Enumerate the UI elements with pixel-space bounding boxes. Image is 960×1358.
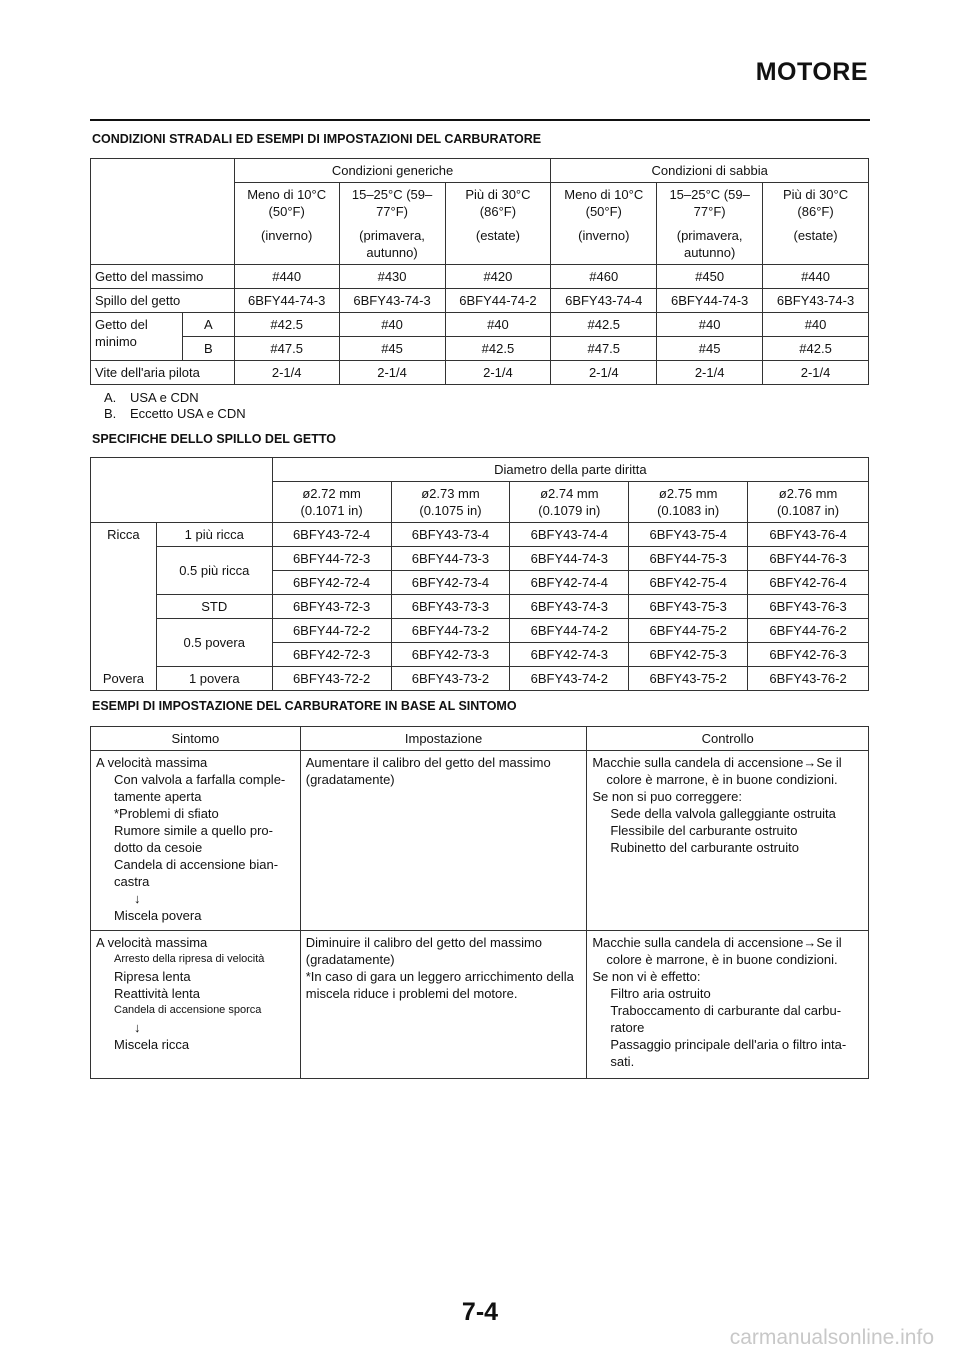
table-cell: 2-1/4 <box>339 361 445 385</box>
table-cell: 6BFY43-76-2 <box>748 667 869 691</box>
column-header: Sintomo <box>91 727 301 751</box>
section-title-symptoms: ESEMPI DI IMPOSTAZIONE DEL CARBURATORE IN BASE AL SINTOMO <box>92 699 517 713</box>
table-row <box>91 667 869 691</box>
row-label: 0.5 povera <box>156 619 272 667</box>
table-cell: #420 <box>445 265 551 289</box>
table-cell: 6BFY44-76-2 <box>748 619 869 643</box>
section-title-road-conditions: CONDIZIONI STRADALI ED ESEMPI DI IMPOSTAZIONI DEL CARBURATORE <box>92 132 542 146</box>
column-header: 15–25°C (59–77°F) (primavera, autunno) <box>339 183 445 265</box>
table-cell: 6BFY43-75-4 <box>629 523 748 547</box>
lean-label: Povera <box>102 671 145 686</box>
table-cell: 6BFY44-73-2 <box>391 619 510 643</box>
column-header: ø2.72 mm (0.1071 in) <box>272 482 391 523</box>
table-cell: 6BFY44-72-3 <box>272 547 391 571</box>
symptom-cell: A velocità massima Con valvola a farfalla comple-tamente aperta *Problemi di sfiato Rumore simile a quello pro-dotto da cesoie Candela di accensione bian-castra ↓ Miscela povera <box>91 751 301 931</box>
row-label: Vite dell'aria pilota <box>91 361 235 385</box>
table-cell: 6BFY42-74-4 <box>510 571 629 595</box>
table-cell: 6BFY44-74-3 <box>234 289 339 313</box>
table-cell: 6BFY43-73-3 <box>391 595 510 619</box>
table-cell: #47.5 <box>551 337 657 361</box>
table-cell: 6BFY43-74-4 <box>551 289 657 313</box>
row-label: 0.5 più ricca <box>156 547 272 595</box>
table-cell: 6BFY43-72-4 <box>272 523 391 547</box>
down-arrow-icon: ↓ <box>134 891 141 906</box>
table-row <box>91 931 869 1079</box>
table-cell: 6BFY42-74-3 <box>510 643 629 667</box>
table-cell: 2-1/4 <box>445 361 551 385</box>
table-cell: 6BFY43-76-4 <box>748 523 869 547</box>
table-cell: 6BFY42-76-4 <box>748 571 869 595</box>
page-header-title: MOTORE <box>755 58 868 86</box>
table-row <box>91 619 869 643</box>
header-rule <box>90 119 870 121</box>
row-label: Getto del massimo <box>91 265 235 289</box>
table-cell: #42.5 <box>445 337 551 361</box>
row-label: 1 povera <box>156 667 272 691</box>
rich-lean-axis <box>91 523 157 691</box>
table-cell: 6BFY42-76-3 <box>748 643 869 667</box>
group-generic-header: Condizioni generiche <box>234 159 551 183</box>
table-cell: 6BFY43-74-3 <box>763 289 869 313</box>
table-cell: 6BFY43-75-2 <box>629 667 748 691</box>
table-row <box>91 547 869 571</box>
symptom-table <box>90 726 869 1079</box>
column-header: Meno di 10°C (50°F) (inverno) <box>234 183 339 265</box>
table-row <box>91 458 869 482</box>
table-cell: #42.5 <box>234 313 339 337</box>
symptom-cell: A velocità massima Arresto della ripresa di velocità Ripresa lenta Reattività lenta Candela di accensione sporca ↓ Miscela ricca <box>91 931 301 1079</box>
down-arrow-icon: ↓ <box>134 1020 141 1035</box>
table-cell: 6BFY43-72-3 <box>272 595 391 619</box>
row-label: Getto del minimo <box>91 313 183 361</box>
table-cell: 6BFY44-75-2 <box>629 619 748 643</box>
table-cell: #45 <box>657 337 763 361</box>
table-cell: 6BFY44-74-3 <box>510 547 629 571</box>
section-title-needle-specs: SPECIFICHE DELLO SPILLO DEL GETTO <box>92 432 337 446</box>
setting-cell: Diminuire il calibro del getto del massimo (gradatamente) *In caso di gara un leggero arricchimento della miscela riduce i problemi del motore. <box>300 931 587 1079</box>
row-label: 1 più ricca <box>156 523 272 547</box>
table-row <box>91 159 869 183</box>
table-cell: #40 <box>657 313 763 337</box>
column-header: ø2.75 mm (0.1083 in) <box>629 482 748 523</box>
table-cell: #40 <box>763 313 869 337</box>
column-header: ø2.73 mm (0.1075 in) <box>391 482 510 523</box>
page-number: 7-4 <box>461 1298 499 1326</box>
table-cell: 6BFY43-76-3 <box>748 595 869 619</box>
table-cell: #450 <box>657 265 763 289</box>
road-conditions-table <box>90 158 869 385</box>
table-cell: #430 <box>339 265 445 289</box>
table-cell: 6BFY44-74-2 <box>510 619 629 643</box>
column-header: ø2.76 mm (0.1087 in) <box>748 482 869 523</box>
column-header: Impostazione <box>300 727 587 751</box>
table-cell: 6BFY44-74-3 <box>657 289 763 313</box>
table-cell: 6BFY44-73-3 <box>391 547 510 571</box>
table-row <box>91 595 869 619</box>
column-header: ø2.74 mm (0.1079 in) <box>510 482 629 523</box>
table-row <box>91 313 869 337</box>
row-label: STD <box>156 595 272 619</box>
table-cell: #440 <box>234 265 339 289</box>
group-header: Diametro della parte diritta <box>272 458 868 482</box>
table-row <box>91 361 869 385</box>
table-cell: 6BFY42-75-4 <box>629 571 748 595</box>
table-cell: 6BFY42-75-3 <box>629 643 748 667</box>
table-cell: #47.5 <box>234 337 339 361</box>
table-cell: 6BFY43-72-2 <box>272 667 391 691</box>
table-cell: 6BFY43-73-4 <box>391 523 510 547</box>
table-cell: #40 <box>445 313 551 337</box>
table-cell: 2-1/4 <box>551 361 657 385</box>
table-row <box>91 727 869 751</box>
row-sublabel: A <box>182 313 234 337</box>
table-cell: 6BFY43-74-3 <box>339 289 445 313</box>
table-cell: 6BFY43-74-4 <box>510 523 629 547</box>
table-cell: 2-1/4 <box>763 361 869 385</box>
row-sublabel: B <box>182 337 234 361</box>
table-cell: 6BFY42-73-3 <box>391 643 510 667</box>
table-cell: 6BFY42-72-3 <box>272 643 391 667</box>
table-cell: 2-1/4 <box>234 361 339 385</box>
table-row <box>91 265 869 289</box>
table-row <box>91 337 869 361</box>
table-row <box>91 751 869 931</box>
table-cell: 6BFY43-74-2 <box>510 667 629 691</box>
table-cell: 2-1/4 <box>657 361 763 385</box>
table-cell: #40 <box>339 313 445 337</box>
table-cell: #460 <box>551 265 657 289</box>
table-cell: 6BFY42-72-4 <box>272 571 391 595</box>
column-header: Più di 30°C (86°F) (estate) <box>763 183 869 265</box>
table-cell: 6BFY44-75-3 <box>629 547 748 571</box>
table-row <box>91 523 869 547</box>
column-header: 15–25°C (59–77°F) (primavera, autunno) <box>657 183 763 265</box>
watermark: carmanualsonline.info <box>729 1326 934 1349</box>
column-header: Meno di 10°C (50°F) (inverno) <box>551 183 657 265</box>
table-cell: 6BFY42-73-4 <box>391 571 510 595</box>
table-cell: #42.5 <box>763 337 869 361</box>
table-cell: 6BFY44-74-2 <box>445 289 551 313</box>
column-header: Controllo <box>587 727 869 751</box>
table-cell: 6BFY43-73-2 <box>391 667 510 691</box>
setting-cell: Aumentare il calibro del getto del massimo (gradatamente) <box>300 751 587 931</box>
rich-label: Ricca <box>107 527 140 542</box>
table-row <box>91 289 869 313</box>
table-cell: #42.5 <box>551 313 657 337</box>
note-item: B. Eccetto USA e CDN <box>104 406 246 421</box>
note-item: A. USA e CDN <box>104 390 199 405</box>
table-cell: 6BFY44-76-3 <box>748 547 869 571</box>
table-cell: #45 <box>339 337 445 361</box>
column-header: Più di 30°C (86°F) (estate) <box>445 183 551 265</box>
row-label: Spillo del getto <box>91 289 235 313</box>
table-cell: 6BFY43-75-3 <box>629 595 748 619</box>
group-sand-header: Condizioni di sabbia <box>551 159 869 183</box>
check-cell: Macchie sulla candela di accensione→Se il colore è marrone, è in buone condizioni. Se non vi è effetto: Filtro aria ostruito Traboccamento di carburante dal carbu-ratore Passaggio principale dell'aria o filtro inta-sati. <box>587 931 869 1079</box>
table-cell: 6BFY43-74-3 <box>510 595 629 619</box>
table-cell: #440 <box>763 265 869 289</box>
table-notes <box>104 390 246 422</box>
table-cell: 6BFY44-72-2 <box>272 619 391 643</box>
check-cell: Macchie sulla candela di accensione→Se il colore è marrone, è in buone condizioni. Se non si puo correggere: Sede della valvola galleggiante ostruita Flessibile del carburante ostruito Rubinetto del carburante ostruito <box>587 751 869 931</box>
needle-specs-table <box>90 457 869 691</box>
